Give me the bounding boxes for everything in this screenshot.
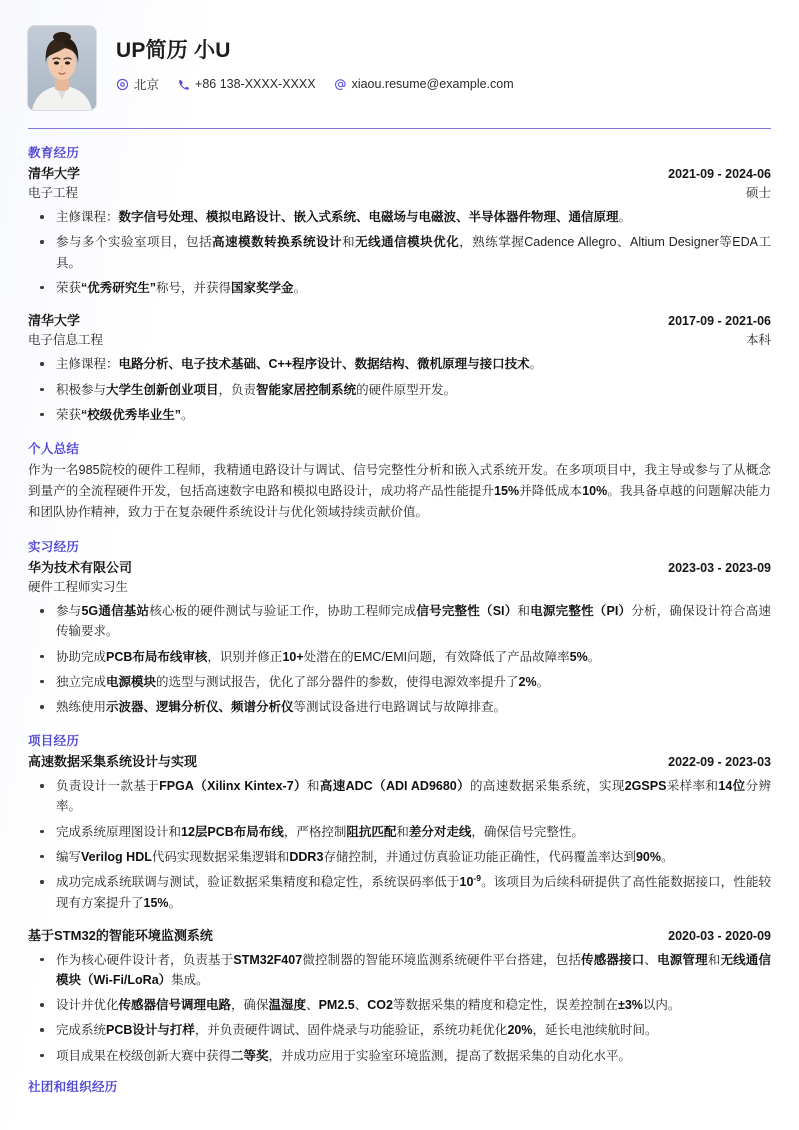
bullet-item: 项目成果在校级创新大赛中获得二等奖，并成功应用于实验室环境监测，提高了数据采集的自动化水平。 <box>28 1046 771 1066</box>
entry-bullet-list <box>28 601 771 717</box>
section-projects <box>28 731 771 1065</box>
entry-date: 2021-09 - 2024-06 <box>668 167 771 181</box>
entry-header-row <box>28 558 771 578</box>
entry-date: 2020-03 - 2020-09 <box>668 928 771 943</box>
contact-phone-value: +86 138-XXXX-XXXX <box>195 77 316 92</box>
contact-line <box>116 75 532 93</box>
phone-icon <box>177 78 190 91</box>
location-pin-icon <box>116 78 129 91</box>
at-sign-icon <box>334 78 347 91</box>
bullet-item: 作为核心硬件设计者，负责基于STM32F407微控制器的智能环境监测系统硬件平台搭建，包括传感器接口、电源管理和无线通信模块（Wi-Fi/LoRa）集成。 <box>28 950 771 991</box>
section-clubs <box>28 1077 771 1098</box>
project-entry <box>28 752 771 912</box>
contact-email-value: xiaou.resume@example.com <box>351 77 514 92</box>
bullet-item: 积极参与大学生创新创业项目，负责智能家居控制系统的硬件原型开发。 <box>28 380 771 400</box>
entry-role: 硬件工程师实习生 <box>28 579 129 594</box>
bullet-item: 荣获“校级优秀毕业生”。 <box>28 405 771 425</box>
contact-email <box>334 77 514 91</box>
education-entry <box>28 311 771 425</box>
bullet-item: 熟练使用示波器、逻辑分析仪、频谱分析仪等测试设备进行电路调试与故障排查。 <box>28 697 771 717</box>
education-entry <box>28 164 771 298</box>
internship-entry <box>28 558 771 717</box>
project-entry <box>28 926 771 1066</box>
contact-location-value: 北京 <box>134 78 160 93</box>
entry-bullet-list <box>28 776 771 913</box>
bullet-item: 主修课程：数字信号处理、模拟电路设计、嵌入式系统、电磁场与电磁波、半导体器件物理、通信原理。 <box>28 207 771 227</box>
bullet-item: 完成系统原理图设计和12层PCB布局布线，严格控制阻抗匹配和差分对走线，确保信号完整性。 <box>28 822 771 842</box>
bullet-item: 负责设计一款基于FPGA（Xilinx Kintex-7）和高速ADC（ADI AD9680）的高速数据采集系统，实现2GSPS采样率和14位分辨率。 <box>28 776 771 817</box>
section-title-internship: 实习经历 <box>28 540 80 554</box>
header-text-block <box>116 26 532 93</box>
entry-date: 2023-03 - 2023-09 <box>668 561 771 575</box>
entry-role: 电子工程 <box>28 185 79 200</box>
entry-organization: 清华大学 <box>28 166 81 181</box>
section-internship <box>28 537 771 717</box>
section-summary <box>28 439 771 523</box>
entry-organization: 基于STM32的智能环境监测系统 <box>28 927 213 943</box>
entry-meta: 本科 <box>745 332 771 347</box>
avatar <box>28 26 96 110</box>
section-title-projects: 项目经历 <box>28 734 80 749</box>
entry-header-row <box>28 311 771 331</box>
entry-header-row <box>28 164 771 184</box>
bullet-item: 参与5G通信基站核心板的硬件测试与验证工作，协助工程师完成信号完整性（SI）和电源完整性（PI）分析，确保设计符合高速传输要求。 <box>28 601 771 642</box>
section-title-summary: 个人总结 <box>28 442 80 456</box>
bullet-item: 独立完成电源模块的选型与测试报告，优化了部分器件的参数，使得电源效率提升了2%。 <box>28 672 771 692</box>
section-education <box>28 143 771 425</box>
bullet-item: 荣获“优秀研究生”称号，并获得国家奖学金。 <box>28 278 771 298</box>
entry-header-row <box>28 752 771 772</box>
bullet-item: 成功完成系统联调与测试，验证数据采集精度和稳定性，系统误码率低于$10^{-9}$。该项目为后续科研提供了高性能数据接口，性能较现有方案提升了15%。 <box>28 872 771 913</box>
entry-subheader-row <box>28 578 771 597</box>
entry-role: 电子信息工程 <box>28 332 104 347</box>
entry-date: 2017-09 - 2021-06 <box>668 314 771 329</box>
summary-text: 作为一名985院校的硬件工程师，我精通电路设计与调试、信号完整性分析和嵌入式系统开发。在多项项目中，我主导或参与了从概念到量产的全流程硬件开发，包括高速数字电路和模拟电路设计，成功将产品性能提升15%并降低成本10%。我具备卓越的问题解决能力和团队协作精神，致力于在复杂硬件系统设计与优化领域持续贡献价值。 <box>28 463 771 519</box>
entry-organization: 高速数据采集系统设计与实现 <box>28 754 198 770</box>
entry-bullet-list <box>28 950 771 1066</box>
entry-subheader-row <box>28 331 771 350</box>
bullet-item: 参与多个实验室项目，包括高速模数转换系统设计和无线通信模块优化，熟练掌握Cadence Allegro、Altium Designer等EDA工具。 <box>28 232 771 273</box>
entry-date: 2022-09 - 2023-03 <box>668 755 771 770</box>
contact-location <box>116 75 159 93</box>
person-name: UP简历 小U <box>116 39 231 62</box>
entry-header-row <box>28 926 771 946</box>
resume-header <box>28 0 771 110</box>
entry-meta: 硕士 <box>745 185 771 200</box>
section-title-clubs: 社团和组织经历 <box>28 1079 118 1094</box>
entry-bullet-list <box>28 207 771 298</box>
entry-organization: 华为技术有限公司 <box>28 560 133 575</box>
header-divider <box>28 128 771 129</box>
entry-subheader-row <box>28 184 771 203</box>
contact-phone <box>177 77 316 91</box>
bullet-item: 协助完成PCB布局布线审核，识别并修正10+处潜在的EMC/EMI问题，有效降低了产品故障率5%。 <box>28 647 771 667</box>
bullet-item: 主修课程：电路分析、电子技术基础、C++程序设计、数据结构、微机原理与接口技术。 <box>28 354 771 374</box>
bullet-item: 编写Verilog HDL代码实现数据采集逻辑和DDR3存储控制，并通过仿真验证功能正确性，代码覆盖率达到90%。 <box>28 847 771 867</box>
entry-bullet-list <box>28 354 771 425</box>
entry-organization: 清华大学 <box>28 313 81 329</box>
bullet-item: 设计并优化传感器信号调理电路，确保温湿度、PM2.5、CO2等数据采集的精度和稳定性，误差控制在±3%以内。 <box>28 995 771 1015</box>
bullet-item: 完成系统PCB设计与打样，并负责硬件调试、固件烧录与功能验证，系统功耗优化20%，延长电池续航时间。 <box>28 1020 771 1040</box>
section-title-education: 教育经历 <box>28 146 80 160</box>
